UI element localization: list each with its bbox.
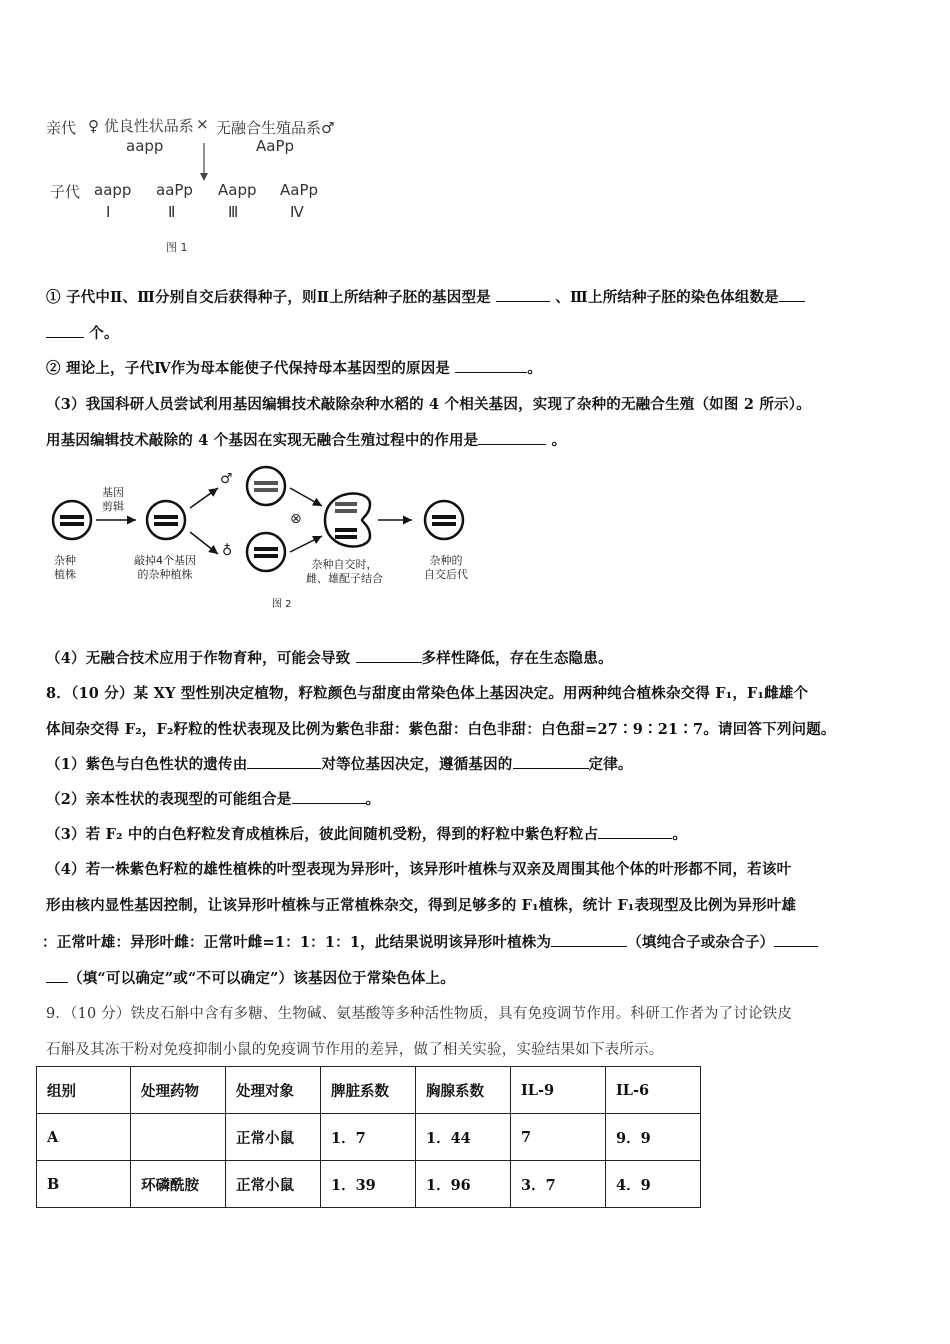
arrow-icon [190,532,218,554]
answer-blank[interactable] [551,934,627,947]
table-cell [131,1114,226,1161]
hybrid-cell-icon [53,501,91,539]
offspring-4-genotype: AaPp [280,181,319,199]
table-cell: A [37,1114,131,1161]
figure-2-diagram [40,458,490,618]
female-genotype: aapp [126,137,164,155]
answer-blank[interactable] [496,289,550,302]
offspring-4-numeral: Ⅳ [290,203,304,221]
offspring-3-genotype: Aapp [218,181,257,199]
parent-label: 亲代 [46,119,77,137]
answer-blank[interactable] [455,360,527,373]
question-8-1: （1）紫色与白色性状的遗传由 对等位基因决定，遵循基因的 定律。 [46,756,633,773]
table-cell: 1．7 [321,1114,416,1161]
question-7-2-line-3: ② 理论上，子代Ⅳ作为母本能使子代保持母本基因型的原因是 。 [46,360,543,377]
self-cross-label: 杂种自交时， 雌、雄配子结合 [306,558,383,585]
answer-blank[interactable] [46,970,68,983]
question-8-2: （2）亲本性状的表现型的可能组合是 。 [46,791,381,808]
figure-1 [40,105,350,270]
female-strain: ♀ 优良性状品系 [88,117,194,135]
answer-blank[interactable] [774,934,818,947]
arrow-icon [290,536,322,552]
offspring-cell-icon [425,501,463,539]
answer-blank[interactable] [598,826,672,839]
offspring-label: 子代 [50,183,81,201]
header-spleen: 脾脏系数 [321,1067,416,1114]
header-il9: IL-9 [511,1067,606,1114]
question-7-2-line-1: ① 子代中Ⅱ、Ⅲ分别自交后获得种子，则Ⅱ上所结种子胚的基因型是 、Ⅲ上所结种子胚的染色体组数是 [46,286,805,307]
offspring-label: 杂种的 自交后代 [424,554,468,581]
hybrid-plant-label: 杂种 植株 [54,554,76,581]
offspring-1-numeral: Ⅰ [106,203,111,221]
cross-symbol: × [196,115,209,133]
offspring-1-genotype: aapp [94,181,132,199]
header-il6: IL-6 [606,1067,701,1114]
figure-2-caption: 图 2 [272,599,292,610]
table-cell: 9．9 [606,1114,701,1161]
question-8-4-line-2: 形由核内显性基因控制，让该异形叶植株与正常植株杂交，得到足够多的 F₁植株，统计 F₁表现型及比例为异形叶雄 [46,897,797,914]
question-8-3: （3）若 F₂ 中的白色籽粒发育成植株后，彼此间随机受粉，得到的籽粒中紫色籽粒占 。 [46,826,688,843]
male-symbol: ♂ [220,471,233,487]
answer-blank[interactable] [247,756,321,769]
question-7-4: （4）无融合技术应用于作物育种，可能会导致 多样性降低，存在生态隐患。 [46,650,613,667]
question-9-line-1: 9．（10 分）铁皮石斛中含有多糖、生物碱、氨基酸等多种活性物质，具有免疫调节作用。科研工作者为了讨论铁皮 [46,1006,793,1022]
question-8-line-1: 8．（10 分）某 XY 型性别决定植物，籽粒颜色与甜度由常染色体上基因决定。用两种纯合植株杂交得 F₁，F₁雌雄个 [46,685,809,702]
table-cell: B [37,1161,131,1208]
answer-blank[interactable] [292,791,366,804]
male-genotype: AaPp [256,137,295,155]
answer-blank[interactable] [513,756,589,769]
header-group: 组别 [37,1067,131,1114]
question-7-3-line-1: （3）我国科研人员尝试利用基因编辑技术敲除杂种水稻的 4 个相关基因，实现了杂种的无融合生殖（如图 2 所示）。 [46,396,811,413]
header-thymus: 胸腺系数 [416,1067,511,1114]
table-cell: 3．7 [511,1161,606,1208]
question-8-4-line-3: ：正常叶雄：异形叶雌：正常叶雌=1：1：1：1，此结果说明该异形叶植株为 （填纯合子或杂合子） [42,931,818,952]
male-gamete-icon [247,467,285,505]
offspring-2-genotype: aaPp [156,181,193,199]
offspring-3-numeral: Ⅲ [228,203,239,221]
arrow-icon [290,488,322,506]
question-9-line-2: 石斛及其冻干粉对免疫抑制小鼠的免疫调节作用的差异，做了相关实验，实验结果如下表所示。 [46,1042,664,1058]
header-subject: 处理对象 [226,1067,321,1114]
male-strain: 无融合生殖品系♂ [216,119,335,137]
table-cell: 1．96 [416,1161,511,1208]
offspring-2-numeral: Ⅱ [168,203,176,221]
table-row [37,1114,701,1161]
results-table [36,1066,701,1208]
question-7-3-line-2: 用基因编辑技术敲除的 4 个基因在实现无融合生殖过程中的作用是 。 [46,432,567,449]
edited-cell-icon [147,501,185,539]
table-cell: 4．9 [606,1161,701,1208]
female-symbol: ♁ [222,543,233,559]
female-gamete-icon [247,533,285,571]
gene-edit-label: 基因 剪辑 [102,486,124,513]
answer-blank[interactable] [356,650,422,663]
table-cell: 正常小鼠 [226,1114,321,1161]
table-cell: 正常小鼠 [226,1161,321,1208]
table-header-row [37,1067,701,1114]
answer-blank[interactable] [46,325,84,338]
table-cell: 7 [511,1114,606,1161]
arrow-icon [190,488,218,508]
question-8-4-line-4: （填“可以确定”或“不可以确定”）该基因位于常染色体上。 [46,967,455,988]
answer-blank[interactable] [779,289,805,302]
table-cell: 环磷酰胺 [131,1161,226,1208]
down-arrow-icon [198,143,210,183]
table-row [37,1161,701,1208]
question-8-4-line-1: （4）若一株紫色籽粒的雄性植株的叶型表现为异形叶，该异形叶植株与双亲及周围其他个体的叶形都不同，若该叶 [46,861,792,878]
table-cell: 1．44 [416,1114,511,1161]
header-drug: 处理药物 [131,1067,226,1114]
answer-blank[interactable] [478,432,546,445]
question-7-2-line-2: 个。 [46,322,119,343]
fusing-cell-icon [325,493,370,546]
knocked-plant-label: 敲掉4个基因 的杂种植株 [134,554,196,581]
figure-2 [40,458,490,618]
question-8-line-2: 体间杂交得 F₂，F₂籽粒的性状表现及比例为紫色非甜：紫色甜：白色非甜：白色甜=27∶9∶21∶7。请回答下列问题。 [46,721,836,738]
table-cell: 1．39 [321,1161,416,1208]
figure-1-caption: 图 1 [166,241,188,254]
self-cross-symbol: ⊗ [290,511,302,527]
